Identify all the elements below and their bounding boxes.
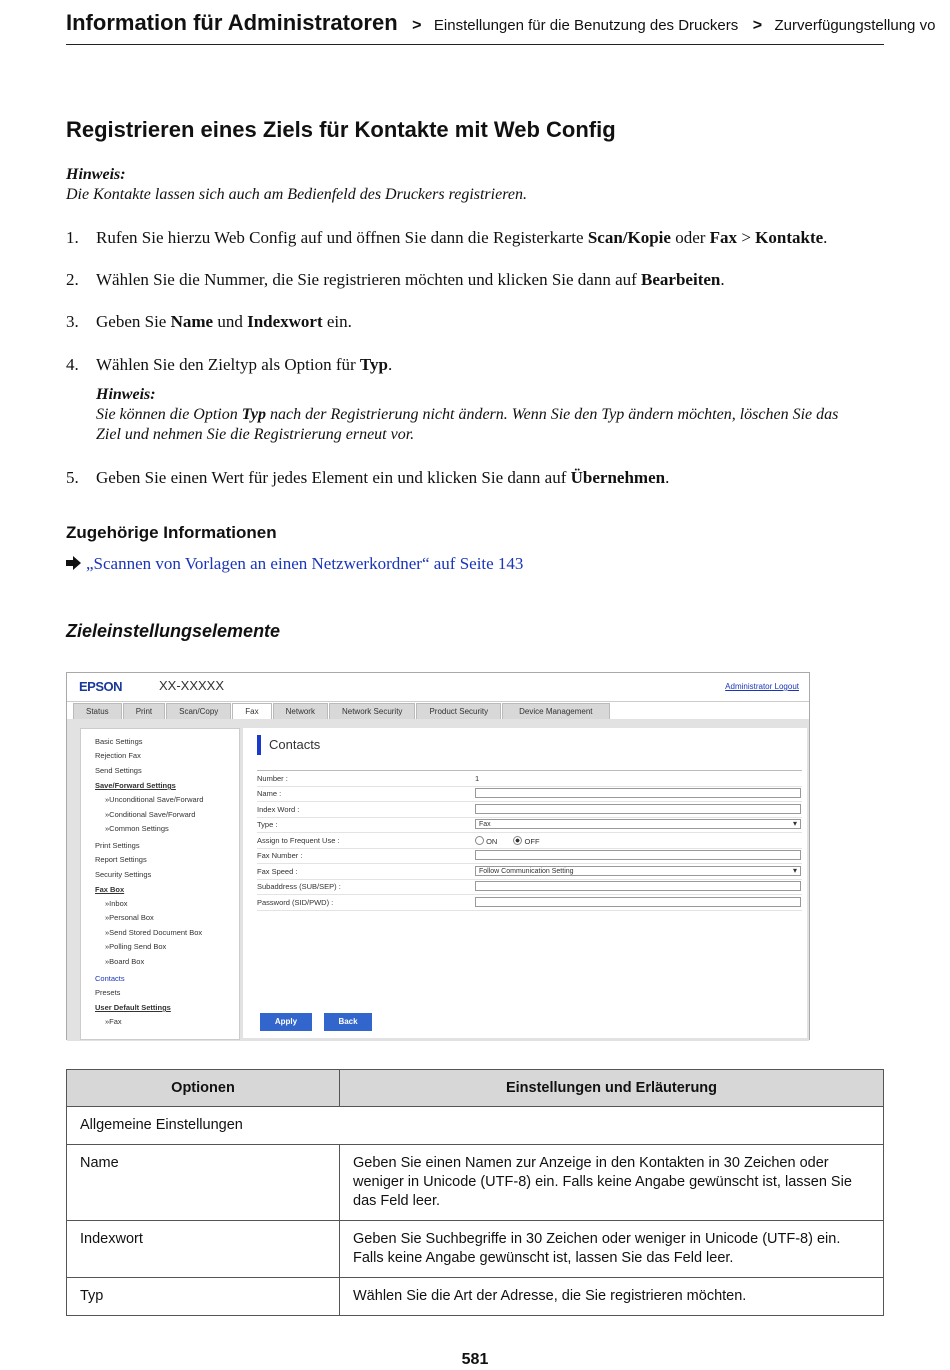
page-title: Registrieren eines Ziels für Kontakte mit Web Config <box>66 117 616 142</box>
breadcrumb-separator: > <box>752 17 763 34</box>
breadcrumb-item[interactable]: Einstellungen für die Benutzung des Druckers <box>433 17 739 34</box>
fax-number-input[interactable] <box>475 850 801 860</box>
table-row <box>67 1278 884 1316</box>
note-text: Sie können die Option Typ nach der Registrierung nicht ändern. Wenn Sie den Typ ändern möchten, löschen Sie das <box>96 406 839 423</box>
sidebar-item[interactable]: Save/Forward Settings <box>95 781 176 790</box>
note-title: Hinweis: <box>96 386 156 403</box>
sidebar-item[interactable]: »Unconditional Save/Forward <box>105 795 204 804</box>
note-title: Hinweis: <box>66 166 126 183</box>
form-row: Fax Number : <box>257 848 802 864</box>
back-button[interactable]: Back <box>324 1013 372 1031</box>
number-value: 1 <box>475 774 480 783</box>
option-cell: Indexwort <box>67 1221 340 1278</box>
page-number: 581 <box>461 1351 489 1368</box>
page-header <box>66 10 936 45</box>
form-row: Name : <box>257 786 802 802</box>
option-cell: Typ <box>67 1278 340 1316</box>
epson-logo: EPSON <box>79 679 123 694</box>
breadcrumb-separator: > <box>412 17 422 34</box>
sidebar-item[interactable]: »Inbox <box>105 899 128 908</box>
form-row: Number : 1 <box>257 771 802 787</box>
sidebar-item[interactable]: Send Settings <box>95 766 142 775</box>
sidebar-item[interactable]: Presets <box>95 988 121 997</box>
screenshot-tabs <box>73 703 611 718</box>
sidebar-item[interactable]: Fax Box <box>95 885 125 894</box>
table-group-row <box>67 1107 884 1145</box>
sidebar-item[interactable]: Report Settings <box>95 855 147 864</box>
web-config-screenshot <box>66 672 810 1040</box>
apply-button[interactable]: Apply <box>260 1013 312 1031</box>
sidebar-item[interactable]: Security Settings <box>95 870 152 879</box>
fax-speed-select[interactable]: Follow Communication Setting ▾ <box>475 866 801 876</box>
options-table <box>66 1069 884 1316</box>
table-header-row <box>67 1070 884 1107</box>
note-text: Die Kontakte lassen sich auch am Bedienfeld des Druckers registrieren. <box>66 186 527 203</box>
subaddress-input[interactable] <box>475 881 801 891</box>
step-item: 2. Wählen Sie die Nummer, die Sie registrieren möchten und klicken Sie dann auf Bearbeiten. <box>66 270 725 289</box>
tab-network[interactable]: Network <box>273 703 328 719</box>
column-header: Einstellungen und Erläuterung <box>340 1070 884 1107</box>
tab-print[interactable]: Print <box>123 703 165 719</box>
sidebar-item[interactable]: »Polling Send Box <box>105 942 167 951</box>
table-row <box>67 1145 884 1221</box>
index-word-input[interactable] <box>475 804 801 814</box>
password-input[interactable] <box>475 897 801 907</box>
model-name: XX-XXXXX <box>159 678 225 693</box>
type-select[interactable]: Fax ▾ <box>475 819 801 829</box>
tab-product-security[interactable]: Product Security <box>416 703 501 719</box>
tab-scan-copy[interactable]: Scan/Copy <box>166 703 231 719</box>
radio-off[interactable] <box>513 836 522 845</box>
screenshot-topbar <box>67 673 809 702</box>
sidebar-item[interactable]: Basic Settings <box>95 737 143 746</box>
name-input[interactable] <box>475 788 801 798</box>
form-row: Password (SID/PWD) : <box>257 895 802 911</box>
radio-on[interactable] <box>475 836 484 845</box>
admin-logout-link[interactable]: Administrator Logout <box>725 682 799 691</box>
tab-status[interactable]: Status <box>73 703 122 719</box>
description-cell: Wählen Sie die Art der Adresse, die Sie registrieren möchten. <box>340 1278 884 1316</box>
sidebar-item[interactable]: User Default Settings <box>95 1003 171 1012</box>
arrow-right-icon <box>66 556 82 570</box>
sidebar-item[interactable]: »Send Stored Document Box <box>105 928 203 937</box>
related-link-row <box>66 554 523 574</box>
sidebar-item[interactable]: »Board Box <box>105 957 145 966</box>
header-title: Information für Administratoren <box>66 10 398 35</box>
related-info-heading: Zugehörige Informationen <box>66 523 277 542</box>
sidebar-item[interactable]: »Personal Box <box>105 913 154 922</box>
sidebar-item[interactable]: »Conditional Save/Forward <box>105 810 196 819</box>
tab-fax[interactable]: Fax <box>232 703 271 719</box>
frequent-use-radios: ON OFF <box>475 836 540 846</box>
step-item: 3. Geben Sie Name und Indexwort ein. <box>66 312 352 331</box>
sidebar-item[interactable]: »Fax <box>105 1017 122 1026</box>
screenshot-sidebar <box>80 728 240 1040</box>
form-row: Fax Speed : Follow Communication Setting ▾ <box>257 864 802 880</box>
group-cell: Allgemeine Einstellungen <box>67 1107 884 1145</box>
sidebar-item[interactable]: »Common Settings <box>105 824 169 833</box>
section-heading: Zieleinstellungselemente <box>66 621 281 641</box>
step-item: 4. Wählen Sie den Zieltyp als Option für Typ. <box>66 355 393 374</box>
description-cell: Geben Sie Suchbegriffe in 30 Zeichen oder weniger in Unicode (UTF-8) ein. Falls keine Angabe gewünscht ist, lassen Sie das Feld leer. <box>340 1221 884 1278</box>
form-row: Type : Fax ▾ <box>257 817 802 833</box>
column-header: Optionen <box>67 1070 340 1107</box>
form-row: Subaddress (SUB/SEP) : <box>257 879 802 895</box>
sidebar-item[interactable]: Print Settings <box>95 841 140 850</box>
option-cell: Name <box>67 1145 340 1221</box>
contacts-title: Contacts <box>257 735 320 755</box>
tab-network-security[interactable]: Network Security <box>329 703 415 719</box>
form-row: Index Word : <box>257 802 802 818</box>
related-link[interactable]: „Scannen von Vorlagen an einen Netzwerkordner“ auf Seite 143 <box>86 554 524 573</box>
note-text: Ziel und nehmen Sie die Registrierung erneut vor. <box>96 426 415 443</box>
sidebar-item-contacts[interactable]: Contacts <box>95 974 125 983</box>
screenshot-content <box>243 728 807 1038</box>
tab-device-management[interactable]: Device Management <box>502 703 609 719</box>
form-row: Assign to Frequent Use : ON OFF <box>257 833 802 849</box>
table-row <box>67 1221 884 1278</box>
step-item: 1. Rufen Sie hierzu Web Config auf und öffnen Sie dann die Registerkarte Scan/Kopie oder Fax > Kontakte. <box>66 228 828 247</box>
step-item: 5. Geben Sie einen Wert für jedes Element ein und klicken Sie dann auf Übernehmen. <box>66 468 670 487</box>
sidebar-item[interactable]: Rejection Fax <box>95 751 141 760</box>
description-cell: Geben Sie einen Namen zur Anzeige in den Kontakten in 30 Zeichen oder weniger in Unicode (UTF-8) ein. Falls keine Angabe gewünscht ist, lassen Sie das Feld leer. <box>340 1145 884 1221</box>
breadcrumb-item[interactable]: Zurverfügungstellung vo <box>774 17 936 34</box>
